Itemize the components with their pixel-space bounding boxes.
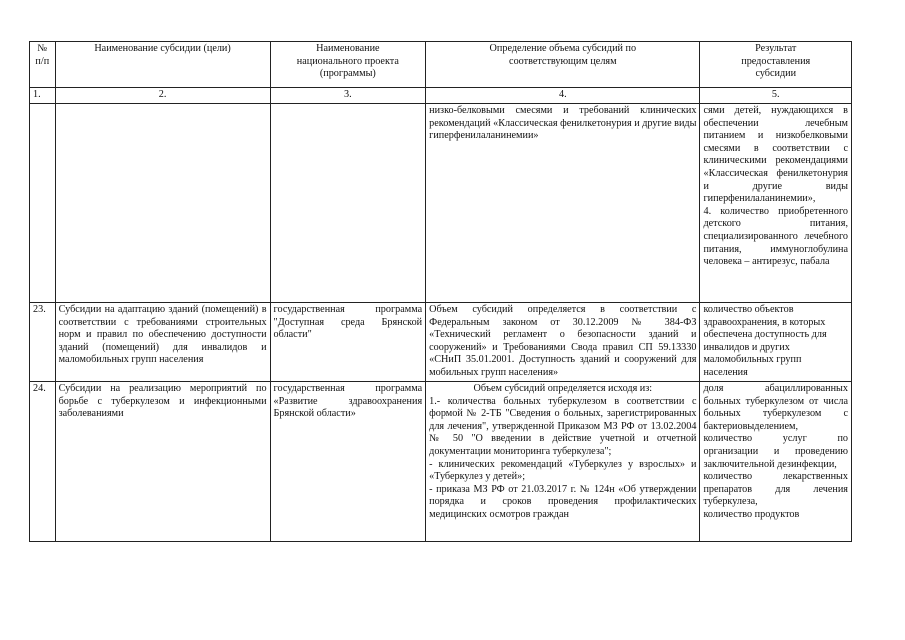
header-volume-definition: Определение объема субсидий по соответствующим целям	[426, 42, 700, 88]
column-index: 4.	[426, 88, 700, 104]
column-index: 5.	[700, 88, 852, 104]
volume-item: 1.- количества больных туберкулезом в соответствии с формой № 2-ТБ "Сведения о больных, зарегистрированных для лечения", утвержденной Приказом МЗ РФ от 13.02.2004 № 50 "О введении в действие учетной и отчетной документации мониторинга туберкулеза";	[429, 395, 697, 457]
result-text	[700, 382, 852, 542]
volume-item: - приказа МЗ РФ от 21.03.2017 г. № 124н «Об утверждении порядка и сроков проведения профилактических медицинских осмотров граждан	[429, 483, 697, 520]
table-row	[30, 382, 852, 542]
volume-definition: низко-белковыми смесями и требований клинических рекомендаций «Классическая фенилкетонурия и другие виды гиперфенилаланинемии»	[426, 104, 700, 303]
row-number: 23.	[30, 303, 56, 382]
result-item: количество продуктов	[703, 508, 800, 520]
volume-definition	[426, 382, 700, 542]
row-number	[30, 104, 56, 303]
program-name: государственная программа «Развитие здравоохранения Брянской области»	[270, 382, 426, 542]
subsidy-name: Субсидии на адаптацию зданий (помещений) в соответствии с требованиями строительных норм и правил по обеспечению доступности зданий (помещений) для инвалидов и маломобильных групп населения	[55, 303, 270, 382]
table-row	[30, 104, 852, 303]
volume-item: - клинических рекомендаций «Туберкулез у взрослых» и «Туберкулез у детей»;	[429, 458, 697, 483]
result-item: доля абациллированных больных туберкулезом от числа больных туберкулезом с бактериовыделением,	[703, 383, 848, 432]
column-index: 1.	[30, 88, 56, 104]
table-header-row	[30, 42, 852, 88]
result-item: количество услуг по организации и проведению заключительной дезинфекции,	[703, 433, 848, 470]
header-subsidy-name: Наименование субсидии (цели)	[55, 42, 270, 88]
header-project-name: Наименование национального проекта (программы)	[270, 42, 426, 88]
volume-definition: Объем субсидий определяется в соответствии с Федеральным законом от 30.12.2009 № 384-ФЗ «Технический регламент о безопасности зданий и сооружений» и Требованиями Свода правил СП 59.13330 «СНиП 35.01.2001. Доступность зданий и сооружений для мобильных групп населения»	[426, 303, 700, 382]
subsidy-name	[55, 104, 270, 303]
subsidy-name: Субсидии на реализацию мероприятий по борьбе с туберкулезом и инфекционными заболеваниями	[55, 382, 270, 542]
program-name	[270, 104, 426, 303]
volume-intro: Объем субсидий определяется исходя из:	[473, 383, 653, 394]
header-result: Результат предоставления субсидии	[700, 42, 852, 88]
column-index: 2.	[55, 88, 270, 104]
column-index: 3.	[270, 88, 426, 104]
row-number: 24.	[30, 382, 56, 542]
column-index-row	[30, 88, 852, 104]
header-number: № п/п	[30, 42, 56, 88]
result-text: сями детей, нуждающихся в обеспечении лечебным питанием и низкобелковыми смесями в соответствии с клиническими рекомендациями «Классическая фенилкетонурия и другие виды гиперфенилаланинемии», 4. количество приобретенного детского питания, специализированного лечебного питания, иммуноглобулина человека – антирезус, пабала	[700, 104, 852, 303]
result-item: количество лекарственных препаратов для лечения туберкулеза,	[703, 471, 848, 508]
subsidy-table	[29, 41, 852, 542]
program-name: государственная программа "Доступная среда Брянской области"	[270, 303, 426, 382]
table-row	[30, 303, 852, 382]
result-text: количество объектов здравоохранения, в которых обеспечена доступность для инвалидов и других маломобильных групп населения	[700, 303, 852, 382]
